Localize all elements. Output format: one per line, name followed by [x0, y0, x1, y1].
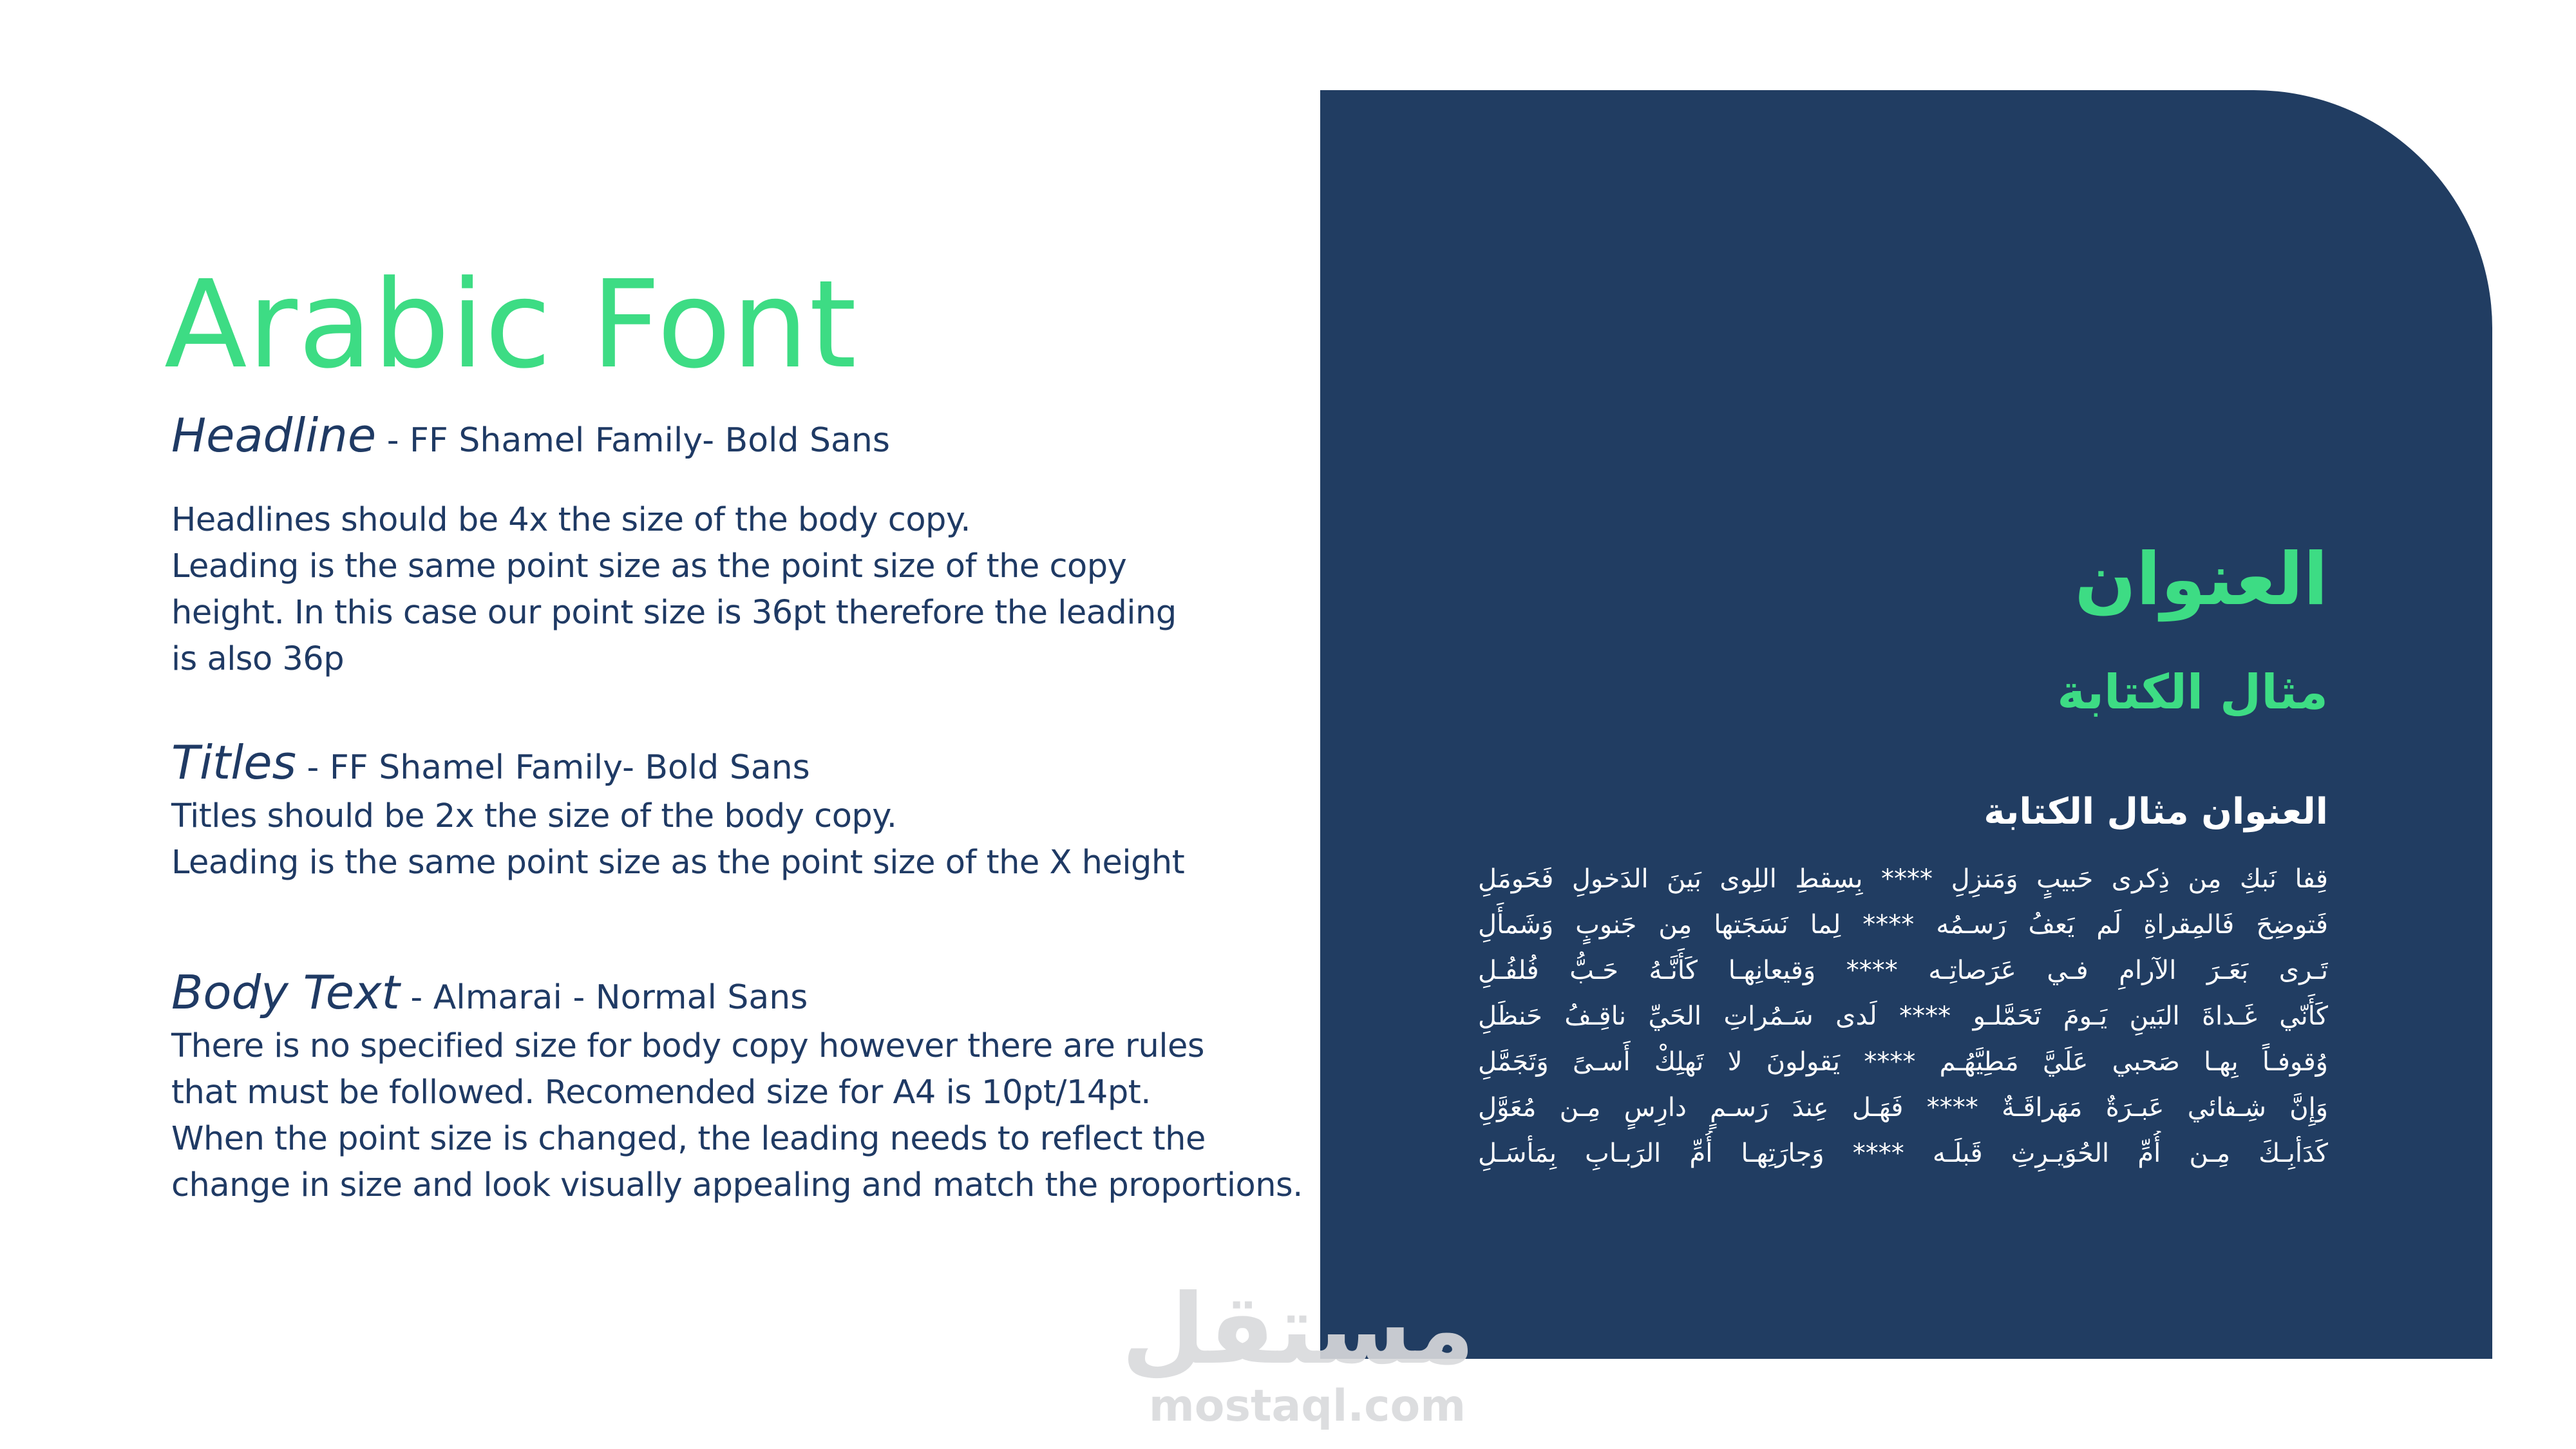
arabic-title-sample: مثال الكتابة: [2057, 665, 2328, 720]
watermark-url: mostaql.com: [1148, 1381, 1466, 1432]
poem-line: كَدَأبِـكَ مِـن أُمِّ الحُوَيـرِثِ قَبلَـه **** وَجارَتِهـا أُمِّ الرَبـابِ بِمَأسَـلِ: [1478, 1139, 2328, 1168]
body-text-desc: - Almarai - Normal Sans: [399, 978, 808, 1017]
headline-line: is also 36p: [171, 640, 345, 678]
poem-line: قِفا نَبكِ مِن ذِكرى حَبيبٍ وَمَنزِلِ **** بِسِقطِ اللِوى بَينَ الدَخولِ فَحَومَلِ: [1478, 864, 2328, 894]
mostaql-watermark: [1121, 1274, 1475, 1432]
arabic-sample-panel: [1320, 90, 2492, 1359]
arabic-body-sample: [1478, 857, 2328, 1177]
titles-desc: - FF Shamel Family- Bold Sans: [296, 748, 810, 787]
body-text-line: that must be followed. Recomended size for A4 is 10pt/14pt.: [171, 1074, 1151, 1112]
poem-line: وُقوفـاً بِهـا صَحبي عَلَيَّ مَطِيَّهُـم **** يَقولونَ لا تَهلِكْ أَسـىً وَتَجَمَّلِ: [1478, 1047, 2328, 1077]
watermark-logo: مستقل: [1121, 1274, 1475, 1386]
body-text-label: Body Text: [171, 965, 400, 1019]
arabic-headline-sample: العنوان: [2074, 538, 2328, 621]
body-text-section: [171, 965, 1303, 1209]
arabic-body-heading: العنوان مثال الكتابة: [1984, 791, 2328, 833]
poem-line: فَتوضِحَ فَالمِقراةِ لَم يَعفُ رَسـمُه **** لِما نَسَجَتها مِن جَنوبٍ وَشَمأَلِ: [1478, 910, 2328, 940]
headline-desc: - FF Shamel Family- Bold Sans: [376, 421, 890, 460]
headline-heading: [171, 408, 1177, 462]
body-text-heading: [171, 965, 1303, 1019]
headline-label: Headline: [171, 408, 377, 462]
page-title: Arabic Font: [164, 254, 858, 395]
headline-line: Leading is the same point size as the point size of the copy: [171, 547, 1127, 585]
poem-line: كَأَنّي غَـداةَ البَينِ يَـومَ تَحَمَّلـو **** لَدى سَـمُراتِ الحَيِّ ناقِـفُ حَنظَلِ: [1478, 1001, 2328, 1031]
titles-heading: [171, 735, 1184, 790]
body-text-line: There is no specified size for body copy however there are rules: [171, 1027, 1204, 1065]
poem-line: وَإِنَّ شِـفائي عَبـرَةٌ مَهَراقَـةٌ **** فَهَـل عِندَ رَسـمٍ دارِسٍ مِـن مُعَوَّلِ: [1478, 1093, 2328, 1122]
titles-body: [171, 793, 1184, 886]
poem-line: تَـرى بَعَـرَ الآرامِ فـي عَرَصاتِـه **** وَقيعانِهـا كَأَنَّـهُ حَـبُّ فُلفُـلِ: [1478, 956, 2328, 985]
titles-label: Titles: [171, 735, 297, 790]
body-text-line: change in size and look visually appealing and match the proportions.: [171, 1166, 1303, 1204]
titles-line: Titles should be 2x the size of the body copy.: [171, 797, 897, 835]
titles-line: Leading is the same point size as the point size of the X height: [171, 844, 1185, 882]
headline-line: height. In this case our point size is 36pt therefore the leading: [171, 594, 1177, 632]
headline-section: [171, 408, 1177, 683]
titles-section: [171, 735, 1185, 886]
headline-line: Headlines should be 4x the size of the body copy.: [171, 501, 971, 539]
headline-body: [171, 497, 1177, 683]
body-text-body: [171, 1023, 1303, 1209]
body-text-line: When the point size is changed, the leading needs to reflect the: [171, 1120, 1206, 1158]
